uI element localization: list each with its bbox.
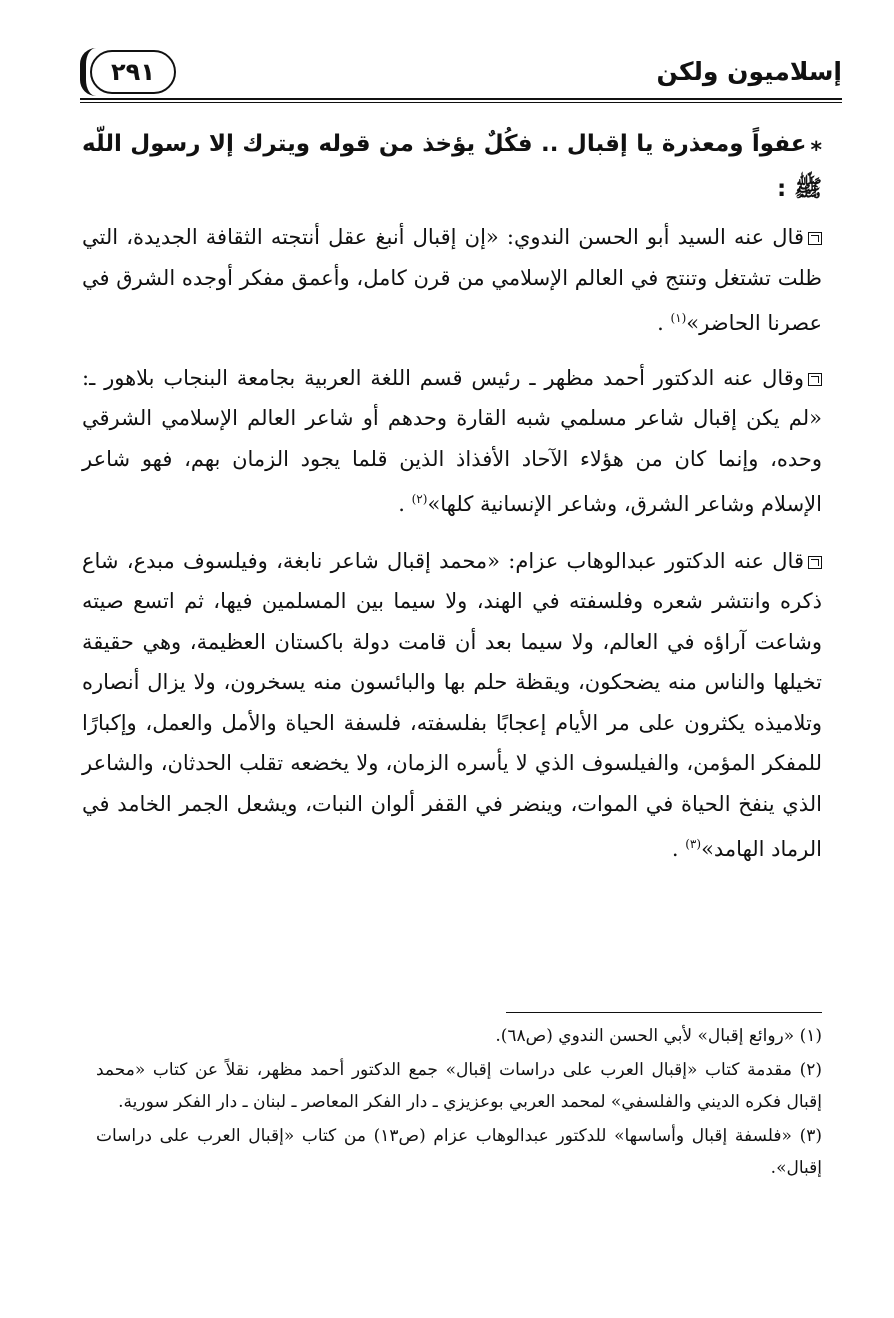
quote-paragraph [82, 541, 822, 870]
footnote-text: «فلسفة إقبال وأساسها» للدكتور عبدالوهاب عزام (ص١٣) من كتاب «إقبال العرب على دراسات إقبال». [96, 1126, 822, 1178]
paragraph-end: . [398, 492, 412, 516]
section-heading-text: عفواً ومعذرة يا إقبال .. فكُلٌ يؤخذ من قوله ويترك إلا رسول اللّه ﷺ : [82, 131, 822, 202]
paragraph-marker-icon [808, 232, 822, 245]
quote-paragraph [82, 217, 822, 344]
header-rule-thin [80, 102, 842, 103]
paragraph-text: قال عنه السيد أبو الحسن الندوي: «إن إقبال أنبغ عقل أنتجته الثقافة الجديدة، التي ظلت تشتغل وتنتج في العالم الإسلامي من قرن كامل، وأعمق مفكر أوجده الشرق في عصرنا الحاضر» [82, 225, 822, 335]
asterisk-icon: ⁎ [810, 132, 822, 157]
footnotes [96, 1020, 822, 1186]
paragraph-marker-icon [808, 556, 822, 569]
paragraph-end: . [671, 837, 686, 861]
paragraph-text: وقال عنه الدكتور أحمد مظهر ـ رئيس قسم اللغة العربية بجامعة البنجاب بلاهور ـ: «لم يكن إقبال شاعر مسلمي شبه القارة وحدهم أو شاعر العالم الإسلامي الشرقي وحده، وإنما كان من هؤلاء الآحاد الأفذاذ الذين قلما يجود الزمان بهم، فهو شاعر الإسلام وشاعر الشرق، وشاعر الإنسانية كلها» [82, 365, 822, 516]
footnote-text: مقدمة كتاب «إقبال العرب على دراسات إقبال» جمع الدكتور أحمد مظهر، نقلاً عن كتاب «محمد إقبال فكره الديني والفلسفي» لمحمد العربي بوعزيزي ـ دار الفكر المعاصر ـ لبنان ـ دار الفكر سورية. [96, 1060, 822, 1112]
paragraph-marker-icon [808, 373, 822, 386]
footnote-ref: (٣) [685, 837, 702, 851]
header-rule [80, 98, 842, 100]
quote-paragraph [82, 358, 822, 525]
paragraph-end: . [657, 311, 671, 335]
footnote-number: (٣) [799, 1126, 823, 1146]
footnote-number: (٢) [799, 1060, 823, 1080]
main-text [82, 122, 822, 884]
running-title: إسلاميون ولكن [656, 57, 842, 86]
footnote-item [96, 1120, 822, 1184]
page-header [80, 44, 842, 104]
footnote-ref: (٢) [411, 492, 428, 506]
footnote-separator [506, 1012, 822, 1013]
footnote-item [96, 1020, 822, 1052]
paragraph-text: قال عنه الدكتور عبدالوهاب عزام: «محمد إقبال شاعر نابغة، وفيلسوف مبدع، شاع ذكره وانتشر شعره وفلسفته في الهند، ولا سيما بين المسلمين فيها، ثم اتسع صيته وشاعت آراؤه في العالم، ولا سيما بعد أن قامت دولة باكستان العظيمة، وهي حقيقة تخيلها والناس منه يضحكون، ويقظة حلم بها والبائسون منه يسخرون، ولا يزال أنصاره وتلاميذه يكثرون على مر الأيام إعجابًا بفلسفته، فلسفة الحياة والأمل والعمل، وإكبارًا للمفكر المؤمن، والفيلسوف الذي لا يأسره الزمان، ولا يخضعه تقلب الحدثان، والشاعر الذي ينفخ الحياة في الموات، وينضر في القفر ألوان النبات، ويشعل الجمر الخامد في الرماد الهامد» [82, 548, 822, 861]
section-heading [82, 122, 822, 211]
footnote-text: «روائع إقبال» لأبي الحسن الندوي (ص٦٨). [495, 1026, 795, 1046]
footnote-ref: (١) [670, 311, 687, 325]
footnote-item [96, 1054, 822, 1118]
page-number: ٢٩١ [90, 50, 176, 94]
footnote-number: (١) [799, 1026, 822, 1046]
